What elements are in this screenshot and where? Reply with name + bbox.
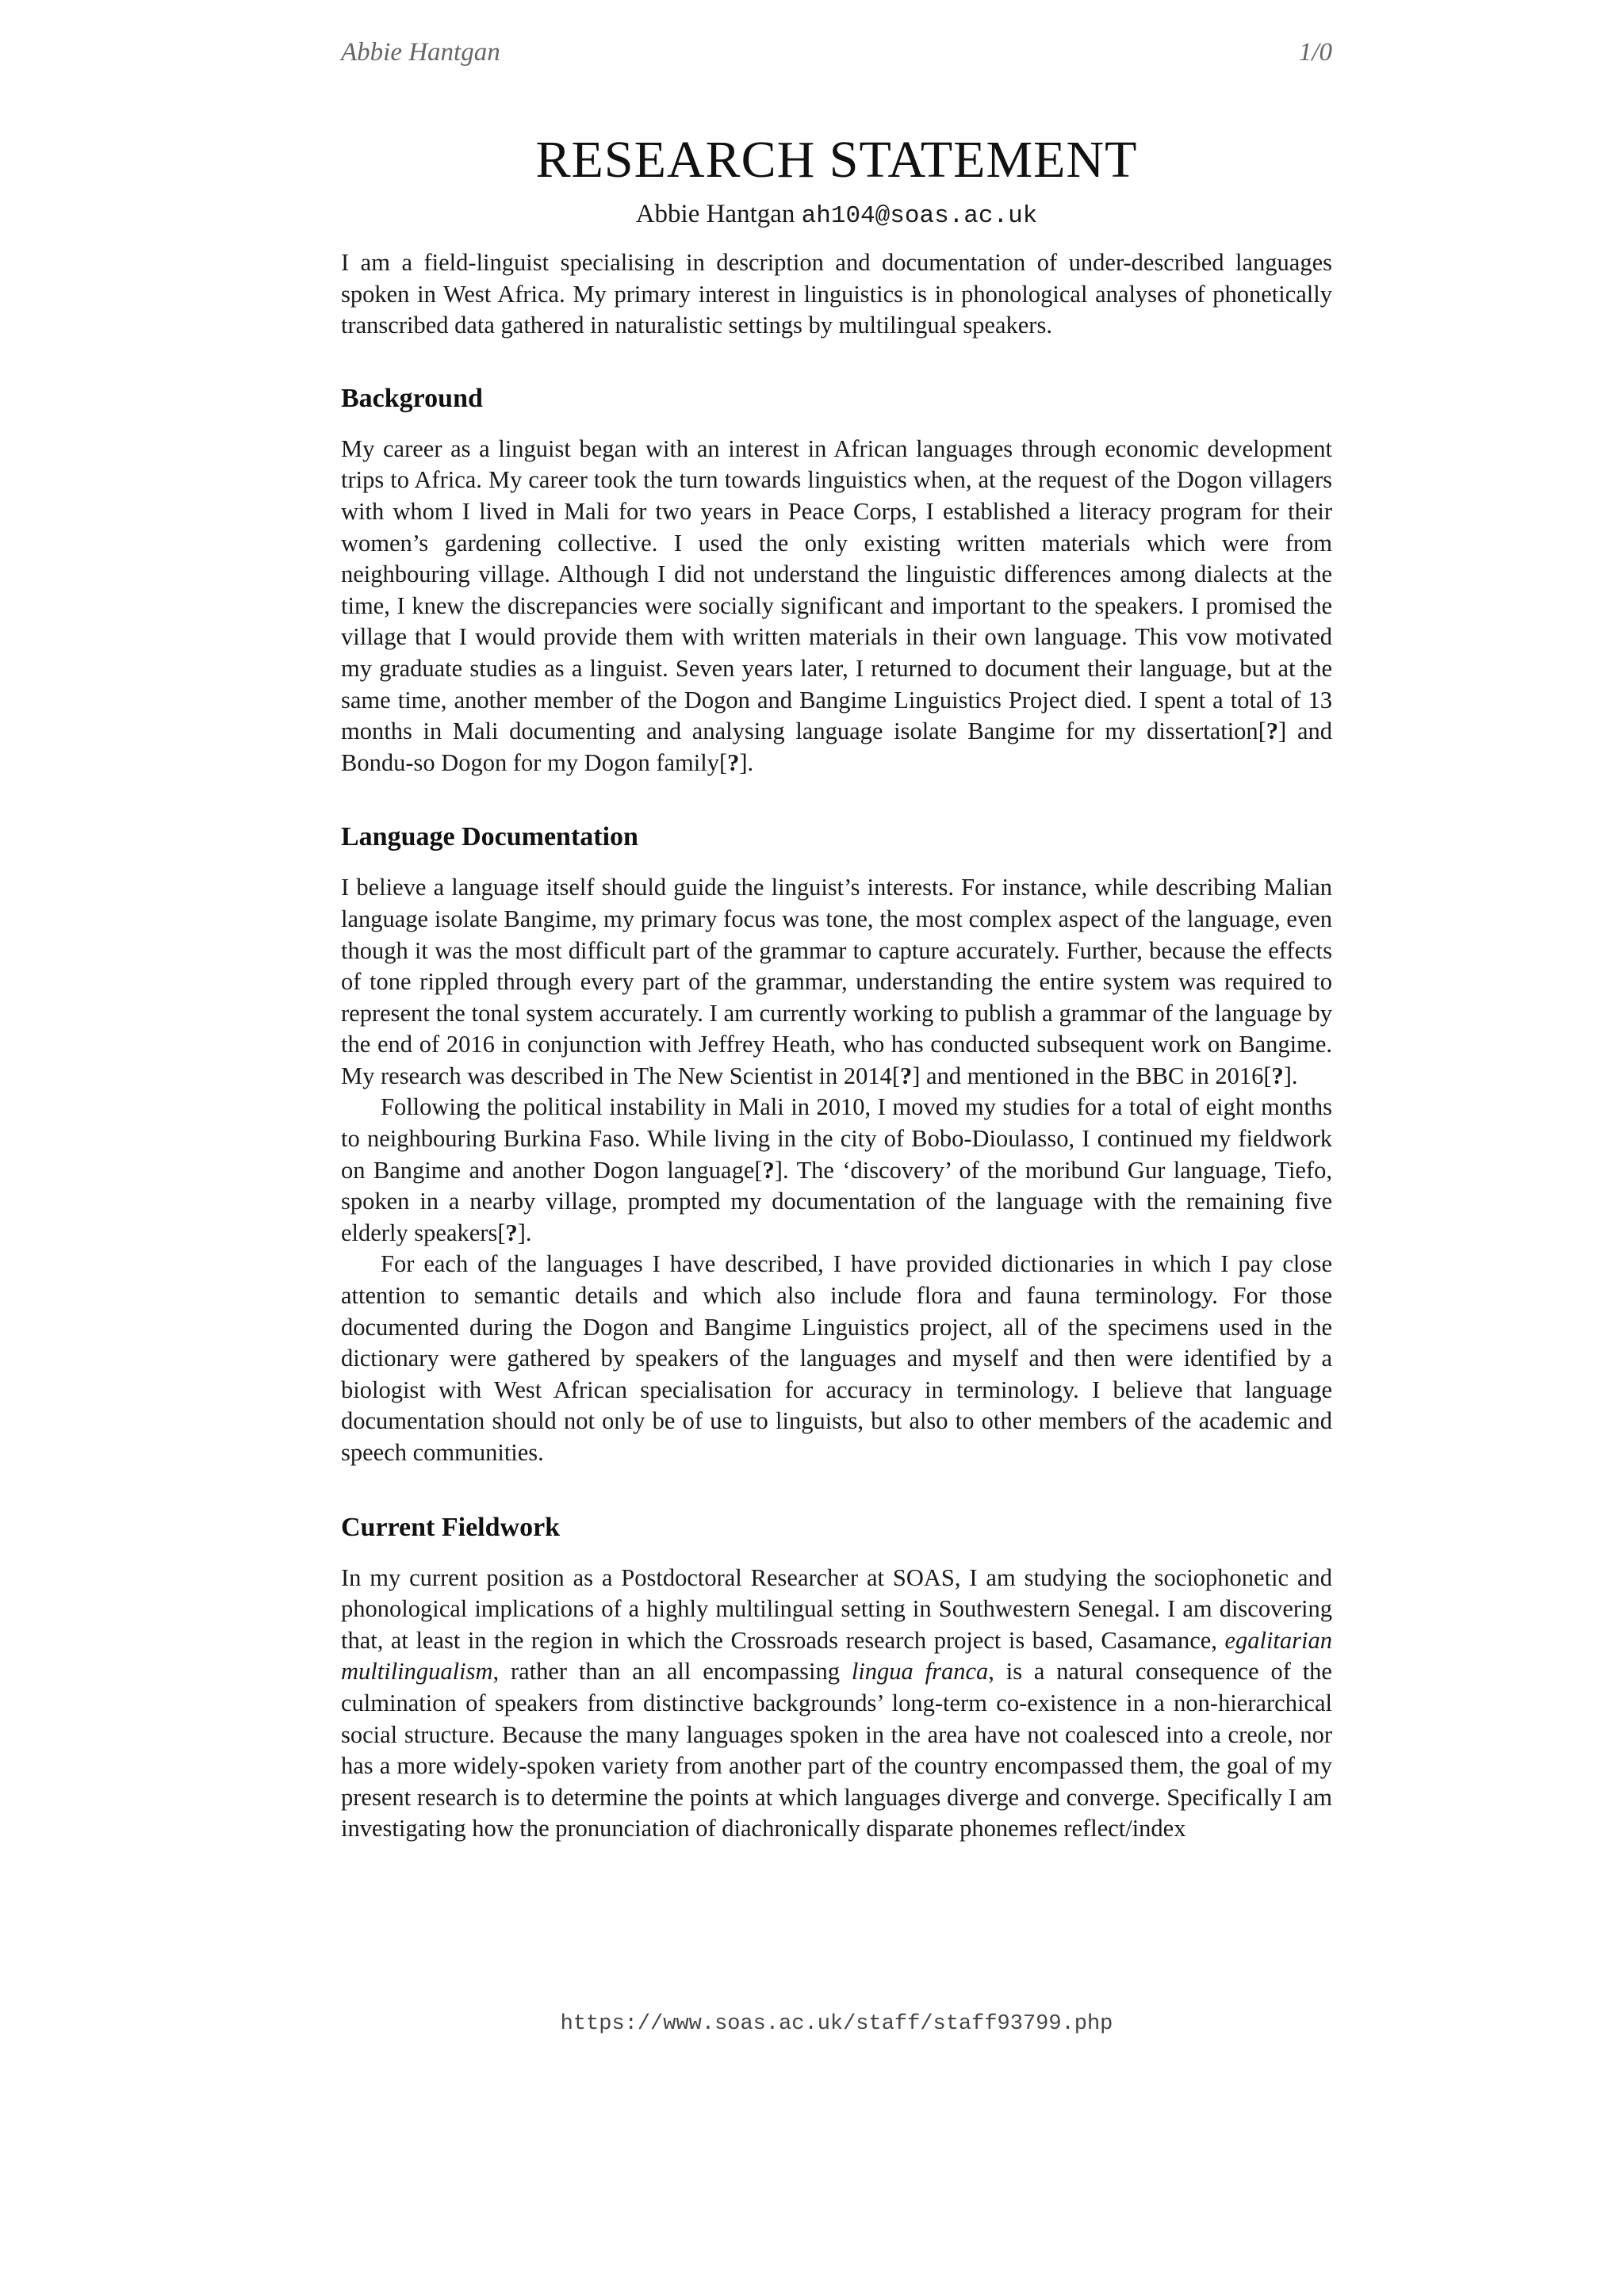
fieldwork-paragraph [341, 1563, 1332, 1845]
author-email[interactable]: ah104@soas.ac.uk [801, 202, 1038, 230]
background-text: My career as a linguist began with an interest in African languages through economic development trips to Africa. My career took the turn towards linguistics when, at the request of the Dogon villagers with whom I lived in Mali for two years in Peace Corps, I established a literacy program for their women’s gardening collective. I used the only existing written materials which were from neighbouring village. Although I did not understand the linguistic differences among dialects at the time, I knew the discrepancies were socially significant and important to the speakers. I promised the village that I would provide them with written materials in their own language. This vow motivated my graduate studies as a linguist. Seven years later, I returned to document their language, but at the same time, another member of the Dogon and Bangime Linguistics Project died. I spent a total of 13 months in Mali documenting and analysing language isolate Bangime for my dissertation [341, 434, 1332, 745]
background-paragraph: My career as a linguist began with an interest in African languages through economic development trips to Africa. My career took the turn towards linguistics when, at the request of the Dogon villagers with whom I lived in Mali for two years in Peace Corps, I established a literacy program for their women’s gardening collective. I used the only existing written materials which were from neighbouring village. Although I did not understand the linguistic differences among dialects at the time, I knew the discrepancies were socially significant and important to the speakers. I promised the village that I would provide them with written materials in their own language. This vow motivated my graduate studies as a linguist. Seven years later, I returned to document their language, but at the same time, another member of the Dogon and Bangime Linguistics Project died. I spent a total of 13 months in Mali documenting and analysing language isolate Bangime for my dissertation[?] and Bondu-so Dogon for my Dogon family[?]. [341, 434, 1332, 776]
langdoc-paragraph-2: Following the political instability in Mali in 2010, I moved my studies for a total of eight months to neighbouring Burkina Faso. While living in the city of Bobo-Dioulasso, I continued my fieldwork on Bangime and another Dogon language[?]. The ‘discovery’ of the moribund Gur language, Tiefo, spoken in a nearby village, prompted my documentation of the language with the remaining five elderly speakers[?]. [341, 1093, 1332, 1246]
citation-mark[interactable]: ? [505, 1219, 518, 1246]
intro-paragraph: I am a field-linguist specialising in description and documentation of under-described languages spoken in West Africa. My primary interest in linguistics is in phonological analyses of phonetically transcribed data gathered in naturalistic settings by multilingual speakers. [341, 249, 1332, 339]
document-title: RESEARCH STATEMENT [535, 131, 1138, 189]
citation-mark[interactable]: ? [1271, 1062, 1284, 1089]
fieldwork-emphasis-1: egalitarian multilingualism [341, 1626, 1332, 1686]
langdoc-paragraph-3: For each of the languages I have described, I have provided dictionaries in which I pay close attention to semantic details and which also include flora and fauna terminology. For those documented during the Dogon and Bangime Linguistics project, all of the specimens used in the dictionary were gathered by speakers of the languages and myself and then were identified by a biologist with West African specialisation for accuracy in terminology. I believe that language documentation should not only be of use to linguists, but also to other members of the academic and speech communities. [341, 1250, 1332, 1466]
author-name: Abbie Hantgan [635, 200, 795, 228]
citation-mark[interactable]: ? [727, 748, 740, 776]
fieldwork-text-c: , is a natural consequence of the culmination of speakers from distinctive backgrounds’ long-term co-existence in a non-hierarchical social structure. Because the many languages spoken in the area have not coalesced into a creole, nor has a more widely-spoken variety from another part of the country encompassed them, the goal of my present research is to determine the points at which languages diverge and converge. Specifically I am investigating how the pronunciation of diachronically disparate phonemes reflect/index [341, 1658, 1332, 1843]
fieldwork-emphasis-2: lingua franca [851, 1658, 989, 1686]
langdoc-p2-end: . [525, 1219, 532, 1246]
author-line [341, 197, 1332, 234]
langdoc-p1-end: . [1291, 1062, 1298, 1089]
langdoc-p2-mid: . The ‘discovery’ of the moribund Gur language, Tiefo, spoken in a nearby village, prompted my documentation of the language with the remaining five elderly speakers [341, 1156, 1332, 1246]
section-language-documentation [341, 820, 1332, 1468]
page-number: 1/0 [1298, 38, 1332, 67]
langdoc-p2-text: Following the political instability in Mali in 2010, I moved my studies for a total of eight months to neighbouring Burkina Faso. While living in the city of Bobo-Dioulasso, I continued my fieldwork on Bangime and another Dogon language [341, 1093, 1332, 1184]
langdoc-p1-mid: and mentioned in the BBC in 2016 [920, 1062, 1264, 1089]
header-author: Abbie Hantgan [341, 38, 500, 67]
document-body [341, 247, 1332, 1886]
section-current-fieldwork [341, 1510, 1332, 1845]
fieldwork-text-a: In my current position as a Postdoctoral Researcher at SOAS, I am studying the sociophonetic and phonological implications of a highly multilingual setting in Southwestern Senegal. I am discovering that, at least in the region in which the Crossroads research project is based, Casamance, [341, 1563, 1332, 1654]
background-text-mid: and Bondu-so Dogon for my Dogon family [341, 718, 1332, 776]
footer-url[interactable]: https://www.soas.ac.uk/staff/staff93799.php [560, 2012, 1113, 2036]
citation-mark[interactable]: ? [1266, 718, 1279, 745]
running-header [341, 38, 1332, 78]
section-background [341, 381, 1332, 779]
langdoc-paragraph-1: I believe a language itself should guide the linguist’s interests. For instance, while describing Malian language isolate Bangime, my primary focus was tone, the most complex aspect of the language, even though it was the most difficult part of the grammar to capture accurately. Further, because the effects of tone rippled through every part of the grammar, understanding the entire system was required to represent the tonal system accurately. I am currently working to publish a grammar of the language by the end of 2016 in conjunction with Jeffrey Heath, who has conducted subsequent work on Bangime. My research was described in The New Scientist in 2014[?] and mentioned in the BBC in 2016[?]. [341, 874, 1332, 1089]
section-heading-current-fieldwork: Current Fieldwork [341, 1512, 561, 1542]
citation-mark[interactable]: ? [762, 1156, 775, 1184]
section-heading-background: Background [341, 383, 483, 413]
fieldwork-text-b: , rather than an all encompassing [492, 1658, 852, 1686]
langdoc-p1-text: I believe a language itself should guide the linguist’s interests. For instance, while describing Malian language isolate Bangime, my primary focus was tone, the most complex aspect of the language, even though it was the most difficult part of the grammar to capture accurately. Further, because the effects of tone rippled through every part of the grammar, understanding the entire system was required to represent the tonal system accurately. I am currently working to publish a grammar of the language by the end of 2016 in conjunction with Jeffrey Heath, who has conducted subsequent work on Bangime. My research was described in The New Scientist in 2014 [341, 874, 1332, 1089]
section-heading-language-documentation: Language Documentation [341, 822, 638, 852]
title-block [341, 127, 1332, 234]
citation-mark[interactable]: ? [900, 1062, 913, 1089]
background-text-end: . [747, 748, 754, 776]
